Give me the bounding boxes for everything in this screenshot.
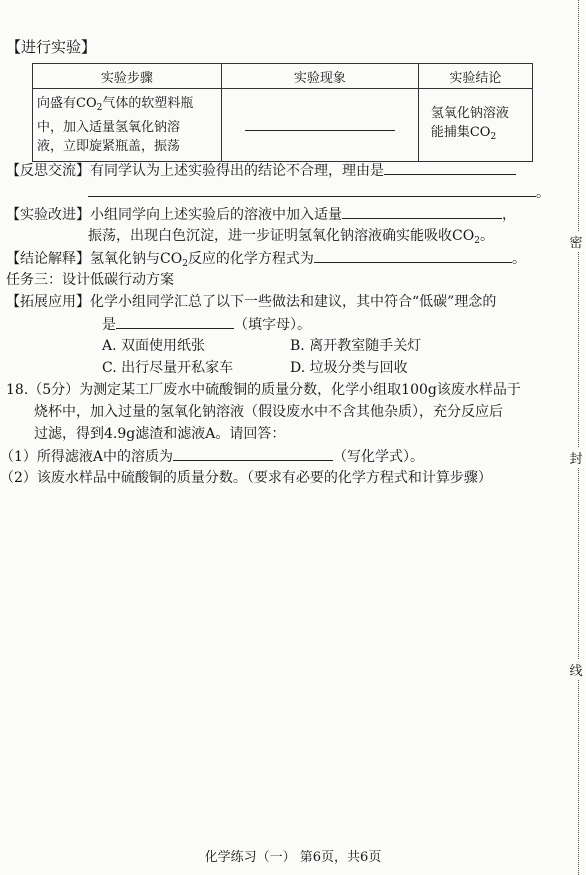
improve-line: [6, 204, 516, 225]
conclusion-text: 能捕集CO: [430, 124, 491, 140]
extend-label: 【拓展应用】: [6, 294, 90, 310]
task3-heading: 任务三：设计低碳行动方案: [6, 272, 174, 288]
conclusion-text-a: 氢氧化钠与CO: [90, 251, 183, 267]
extend-line-2: [102, 314, 311, 335]
option-a: A. 双面使用纸张: [102, 338, 206, 354]
q18-line-3: 过滤，得到4.9g滤渣和滤液A。请回答：: [34, 426, 286, 442]
seal-char-xian: 线: [568, 660, 584, 679]
conclusion-text-b: 反应的化学方程式为: [187, 251, 314, 267]
extend-text-2b: （填字母）。: [234, 317, 311, 333]
option-b: B. 离开教室随手关灯: [290, 338, 422, 354]
improve-text-2: 振荡，出现白色沉淀，进一步证明氢氧化钠溶液确实能吸收CO: [88, 228, 475, 244]
table-header-row: [33, 64, 533, 89]
reflect-answer-blank-2[interactable]: [88, 182, 536, 197]
reflect-line: [6, 160, 516, 181]
step-subscript: 2: [96, 103, 103, 113]
conclusion-subscript: 2: [182, 259, 188, 269]
q18-sub1-end: （写化学式）。: [333, 449, 425, 465]
header-conclusion: 实验结论: [418, 64, 532, 89]
step-text: 向盛有CO: [37, 96, 97, 111]
cell-step: [33, 89, 222, 162]
step-text: 中，加入适量氢氧化钠溶: [37, 120, 181, 135]
phenomenon-answer-blank[interactable]: [245, 116, 395, 131]
conclusion-text: 氢氧化钠溶液: [430, 105, 509, 121]
q18-sub1: [0, 446, 424, 467]
improve-label: 【实验改进】: [6, 207, 90, 223]
solute-answer-blank[interactable]: [173, 446, 333, 461]
seal-dotted-line: [578, 0, 579, 875]
table-row: [33, 89, 533, 162]
improve-answer-blank[interactable]: [342, 204, 502, 219]
section-heading-experiment: 【进行实验】: [6, 38, 97, 56]
seal-char-mi: 密: [568, 232, 584, 251]
extend-answer-blank[interactable]: [116, 314, 234, 329]
page-footer: 化学练习（一） 第6页，共6页: [204, 850, 382, 865]
extend-text: 化学小组同学汇总了以下一些做法和建议，其中符合“低碳”理念的: [90, 294, 497, 310]
reflect-label: 【反思交流】: [6, 163, 90, 179]
q18-line-2: 烧杯中，加入过量的氢氧化钠溶液（假设废水中不含其他杂质），充分反应后: [34, 404, 503, 420]
cell-conclusion: [418, 89, 532, 162]
header-step: 实验步骤: [33, 64, 222, 89]
cell-phenomenon: [221, 89, 418, 162]
improve-subscript: 2: [474, 236, 480, 246]
improve-text: 小组同学向上述实验后的溶液中加入适量: [90, 207, 342, 223]
q18-sub1-text: （1）所得滤液A中的溶质为: [0, 449, 174, 465]
q18-line-1: 18.（5分）为测定某工厂废水中硫酸铜的质量分数，化学小组取100g该废水样品于: [6, 382, 521, 398]
conclusion-subscript: 2: [490, 131, 497, 142]
extend-text-2a: 是: [102, 317, 116, 333]
conclusion-label: 【结论解释】: [6, 251, 90, 267]
reflect-line-2: [88, 182, 550, 203]
step-text: 液，立即旋紧瓶盖，振荡: [37, 139, 181, 154]
extend-line: [6, 292, 496, 312]
experiment-table: [32, 63, 533, 162]
reflect-end: 。: [536, 185, 550, 201]
reflect-answer-blank[interactable]: [384, 160, 516, 175]
q18-sub2: （2）该废水样品中硫酸铜的质量分数。（要求有必要的化学方程式和计算步骤）: [0, 470, 492, 486]
option-c: C. 出行尽量开私家车: [102, 360, 234, 376]
equation-answer-blank[interactable]: [314, 248, 512, 263]
improve-comma: ，: [502, 207, 516, 223]
header-phenomenon: 实验现象: [221, 64, 418, 89]
seal-char-feng: 封: [568, 448, 584, 467]
option-d: D. 垃圾分类与回收: [290, 360, 408, 376]
improve-end: 。: [479, 228, 494, 244]
reflect-text: 有同学认为上述实验得出的结论不合理，理由是: [90, 163, 384, 179]
conclusion-end: 。: [511, 251, 526, 267]
step-text: 气体的软塑料瓶: [102, 96, 194, 111]
